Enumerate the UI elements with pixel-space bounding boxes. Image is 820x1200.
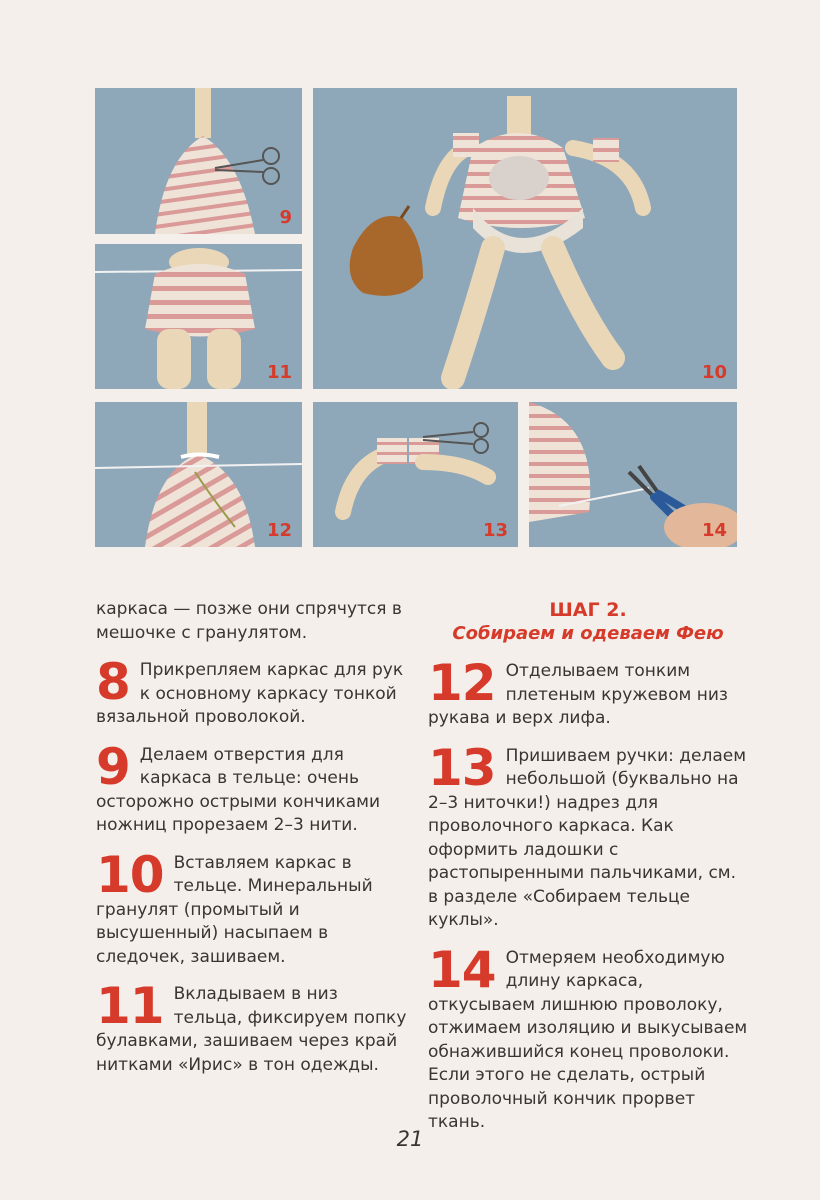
left-text-column xyxy=(96,598,408,1077)
step-number: 9 xyxy=(96,737,130,796)
step-text: Вкладываем в низ тельца, фиксируем попку булавками, зашиваем через край нитками «Ирис» в тон одежды. xyxy=(96,984,407,1075)
step-text: Пришиваем ручки: делаем небольшой (буквально на 2–3 ниточки!) надрез для проволочного каркаса. Как оформить ладошки с растопыренными пальчиками, см. в разделе «Собираем тельце куклы». xyxy=(428,745,747,930)
section-heading xyxy=(428,598,748,646)
photo-step-11 xyxy=(95,244,302,389)
photo-step-13 xyxy=(313,402,518,547)
step-8 xyxy=(96,653,408,730)
photo-number: 9 xyxy=(279,207,292,228)
photo-number: 14 xyxy=(701,520,727,541)
step-9 xyxy=(96,737,408,838)
photo-step-12 xyxy=(95,402,302,547)
step-text: Делаем отверстия для каркаса в тельце: очень осторожно острыми кончиками ножниц прорезаем 2–3 нити. xyxy=(96,744,381,835)
right-text-column xyxy=(428,598,748,1135)
step-14 xyxy=(428,940,748,1135)
page-number: 21 xyxy=(396,1127,424,1151)
section-heading-number: ШАГ 2. xyxy=(549,599,627,621)
doll-body-scissors-illustration xyxy=(95,88,302,234)
step-13 xyxy=(428,738,748,933)
step-10 xyxy=(96,845,408,970)
photo-number: 12 xyxy=(266,520,292,541)
continuation-paragraph: каркаса — позже они спрячутся в мешочке с гранулятом. xyxy=(96,599,402,643)
photo-step-9 xyxy=(95,88,302,234)
photo-step-14 xyxy=(529,402,737,547)
step-number: 11 xyxy=(96,977,164,1035)
step-text: Прикрепляем каркас для рук к основному каркасу тонкой вязальной проволокой. xyxy=(96,660,404,727)
step-number: 12 xyxy=(428,654,496,712)
step-number: 13 xyxy=(428,738,496,797)
step-number: 8 xyxy=(96,653,130,711)
doll-assembly-illustration xyxy=(313,88,737,389)
section-heading-title: Собираем и одеваем Фею xyxy=(452,623,724,644)
photo-step-10 xyxy=(313,88,737,389)
step-text: Отделываем тонким плетеным кружевом низ рукава и верх лифа. xyxy=(428,661,728,728)
step-12 xyxy=(428,654,748,731)
step-text: Отмеряем необходимую длину каркаса, откусываем лишнюю проволоку, отжимаем изоляцию и выкусываем обнажившийся конец проволоки. Если этого не сделать, острый проволочный кончик прорвет ткань. xyxy=(428,947,748,1132)
photo-number: 13 xyxy=(482,520,508,541)
step-number: 14 xyxy=(428,940,496,999)
photo-number: 11 xyxy=(266,362,292,383)
step-number: 10 xyxy=(96,845,164,904)
step-text: Вставляем каркас в тельце. Минеральный гранулят (промытый и высушенный) насыпаем в следочек, зашиваем. xyxy=(96,852,373,967)
photo-number: 10 xyxy=(701,362,727,383)
step-11 xyxy=(96,977,408,1077)
